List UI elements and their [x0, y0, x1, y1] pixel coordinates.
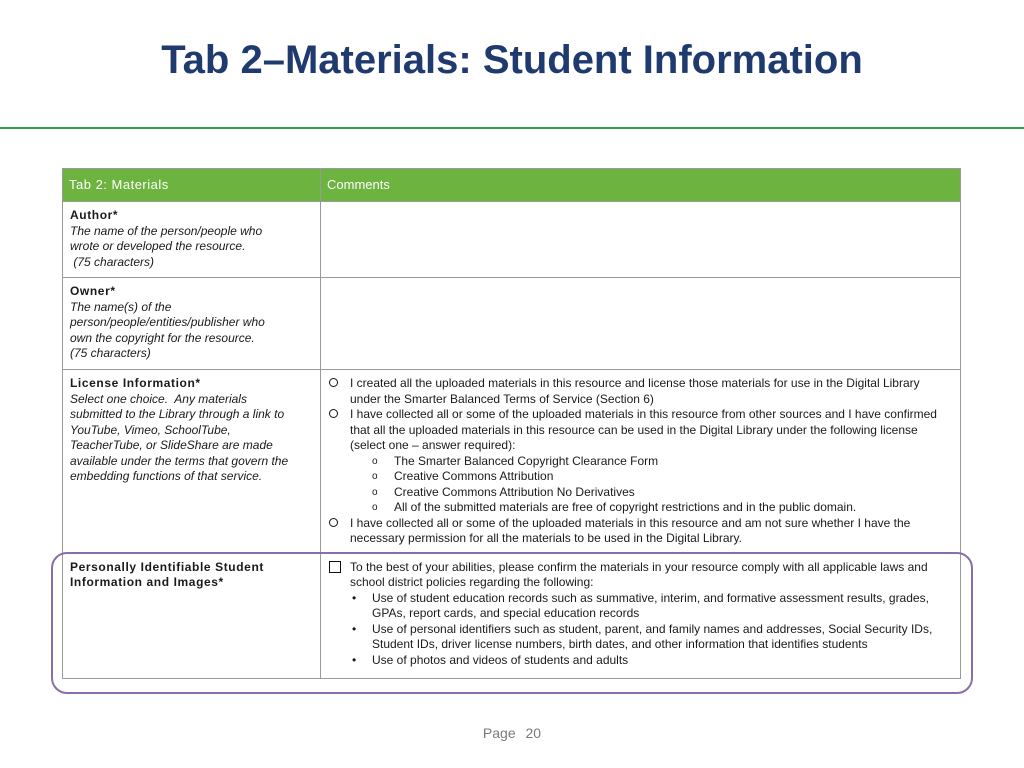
license-sub-options — [328, 454, 953, 516]
owner-field-desc: The name(s) of the person/people/entities/publisher who own the copyright for the resource. (75 characters) — [70, 299, 265, 360]
license-option-not-sure[interactable] — [328, 516, 953, 547]
radio-icon[interactable] — [329, 518, 338, 527]
sub-option-marker: o — [372, 471, 378, 482]
owner-comment-cell[interactable] — [321, 278, 961, 370]
header-tab2-materials: Tab 2: Materials — [63, 169, 321, 202]
pii-highlight-outline — [51, 552, 973, 694]
header-comments: Comments — [321, 169, 961, 202]
sub-option-marker: o — [372, 502, 378, 513]
radio-icon[interactable] — [329, 378, 338, 387]
sub-option-marker: o — [372, 455, 378, 467]
pii-bullet-text: Use of student education records such as summative, interim, and formative assessment results, grades, GPAs, report cards, and special education records — [372, 590, 929, 620]
table-row-license — [63, 370, 961, 554]
license-field-name: License Information* — [70, 376, 201, 390]
author-label-cell — [63, 202, 321, 278]
license-options-cell — [321, 370, 961, 554]
pii-bullet-text: Use of photos and videos of students and adults — [372, 652, 629, 667]
bullet-icon: • — [352, 621, 357, 636]
author-comment-cell[interactable] — [321, 202, 961, 278]
pii-checkbox-text: To the best of your abilities, please confirm the materials in your resource comply with all applicable laws and school district policies regarding the following: — [350, 559, 928, 589]
bullet-icon: • — [352, 652, 357, 667]
sub-option-public-domain[interactable] — [328, 500, 953, 516]
pii-bullet-text: Use of personal identifiers such as student, parent, and family names and addresses, Social Security IDs, Student IDs, driver license numbers, birth dates, and other information that identifies students — [372, 621, 933, 651]
license-option-text: I created all the uploaded materials in this resource and license those materials for use in the Digital Library under the Smarter Balanced Terms of Service (Section 6) — [350, 376, 920, 406]
sub-option-text: Creative Commons Attribution — [394, 469, 554, 483]
sub-option-clearance-form[interactable] — [328, 454, 953, 470]
table-row-author — [63, 202, 961, 278]
license-label-cell — [63, 370, 321, 554]
license-option-collected-confirmed[interactable] — [328, 407, 953, 454]
pii-field-name: Personally Identifiable Student Information and Images* — [70, 559, 264, 589]
sub-option-marker: o — [372, 486, 378, 498]
author-field-desc: The name of the person/people who wrote or developed the resource. (75 characters) — [70, 223, 263, 269]
title-divider — [0, 127, 1024, 129]
sub-option-cc-no-derivatives[interactable] — [328, 485, 953, 501]
page-footer — [0, 725, 1024, 741]
sub-option-text: All of the submitted materials are free of copyright restrictions and in the public domain. — [394, 500, 857, 514]
sub-option-text: Creative Commons Attribution No Derivatives — [394, 484, 635, 499]
owner-field-name: Owner* — [70, 284, 116, 298]
page-label: Page — [482, 725, 516, 741]
author-field-name: Author* — [70, 208, 119, 222]
bullet-icon: • — [352, 590, 357, 605]
license-option-text: I have collected all or some of the uploaded materials in this resource from other sources and I have confirmed that all the uploaded materials in this resource can be used in the Digital Library under the following license (select one – answer required): — [350, 407, 937, 452]
table-header-row — [63, 169, 961, 202]
license-option-created[interactable] — [328, 376, 953, 407]
page-number: 20 — [525, 725, 542, 741]
sub-option-text: The Smarter Balanced Copyright Clearance Form — [394, 453, 659, 468]
table-row-owner — [63, 278, 961, 370]
radio-icon[interactable] — [329, 409, 338, 418]
slide-title: Tab 2–Materials: Student Information — [161, 38, 863, 82]
sub-option-cc-attribution[interactable] — [328, 469, 953, 485]
license-option-text: I have collected all or some of the uploaded materials in this resource and am not sure whether I have the necessary permission for all the materials to be used in the Digital Library. — [350, 515, 911, 545]
license-field-desc: Select one choice. Any materials submitted to the Library through a link to YouTube, Vimeo, SchoolTube, TeacherTube, or SlideShare are made available under the terms that govern the embedding functions of that service. — [70, 391, 289, 483]
owner-label-cell — [63, 278, 321, 370]
